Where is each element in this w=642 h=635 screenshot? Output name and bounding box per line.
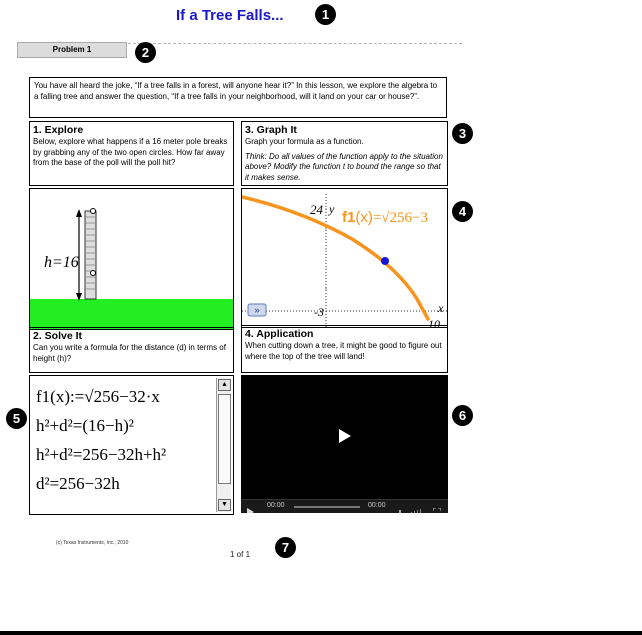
graph-it-heading: 3. Graph It: [245, 124, 297, 136]
small-play-icon[interactable]: [247, 503, 254, 513]
video-current-time: 00:00: [267, 502, 285, 509]
double-chevron-icon: »: [253, 305, 261, 317]
graph-it-line-1: Graph your formula as a function.: [245, 137, 364, 146]
y-max-label: 24: [310, 202, 323, 217]
callout-marker-6: 6: [452, 405, 473, 426]
explore-heading: 1. Explore: [33, 124, 84, 136]
page-number: 1 of 1: [230, 550, 251, 559]
calculator-line-3: h²+d²=256−32h+h²: [36, 445, 167, 464]
video-total-time: 00:00: [368, 502, 386, 509]
function-arg: (x): [355, 209, 373, 226]
video-controls: [241, 499, 448, 513]
break-drag-handle[interactable]: [91, 271, 96, 276]
calculator-line-1: f1(x):=√256−32·x: [36, 387, 160, 406]
application-panel: [241, 325, 448, 373]
divider: [128, 43, 462, 44]
intro-text: You have all heard the joke, “If a tree falls in a forest, will anyone hear it?” In this lesson, we explore the algebra to a falling tree and answer the question, “If a tree falls in your neighborhood, will it land on your car or house?”.: [29, 77, 447, 118]
application-heading: 4. Application: [245, 328, 314, 340]
solve-it-panel: [29, 327, 234, 373]
callout-marker-1: 1: [315, 4, 336, 25]
video-player[interactable]: [241, 375, 448, 513]
calculator-line-2: h²+d²=(16−h)²: [36, 416, 134, 435]
ground: [30, 299, 234, 330]
callout-marker-7: 7: [275, 537, 296, 558]
graph-it-line-2: Think: Do all values of the function apply to the situation above? Modify the function t to bound the range so that it makes sense.: [245, 151, 443, 182]
bottom-border: [0, 631, 642, 635]
point-on-curve[interactable]: [381, 257, 389, 265]
top-drag-handle[interactable]: [91, 209, 96, 214]
page-title: If a Tree Falls...: [176, 7, 284, 24]
function-expression: =√256−3: [372, 210, 428, 226]
tab-problem-1[interactable]: Problem 1: [17, 42, 127, 58]
x-max-label: 10: [428, 317, 440, 328]
explore-body: Below, explore what happens if a 16 meter pole breaks by grabbing any of the two open circles. How far away from the base of the poll will the poll hit?: [33, 137, 228, 167]
scroll-down-icon[interactable]: ▼: [218, 499, 231, 511]
video-progress-bar[interactable]: [294, 506, 360, 508]
calculator-panel[interactable]: [29, 375, 234, 515]
callout-marker-5: 5: [6, 408, 27, 429]
calculator-scrollbar[interactable]: [216, 378, 231, 512]
explore-panel: [29, 121, 234, 186]
graph-it-panel: [241, 121, 448, 186]
scroll-up-icon[interactable]: ▲: [218, 379, 231, 391]
scroll-thumb[interactable]: [218, 394, 231, 484]
volume-icon[interactable]: [399, 503, 427, 513]
play-icon[interactable]: [338, 428, 352, 449]
pole: [85, 211, 96, 299]
calculator-line-4: d²=256−32h: [36, 474, 120, 493]
function-name: f1: [342, 209, 356, 226]
x-axis-label: x: [438, 301, 444, 315]
callout-marker-2: 2: [135, 42, 156, 63]
copyright-text: (c) Texas Instruments, Inc., 2010: [56, 540, 129, 546]
callout-marker-3: 3: [452, 123, 473, 144]
solve-it-body: Can you write a formula for the distance (d) in terms of height (h)?: [33, 343, 226, 363]
pole-simulation[interactable]: [29, 188, 234, 330]
callout-marker-4: 4: [452, 201, 473, 222]
application-body: When cutting down a tree, it might be good to figure out where the top of the tree will land!: [245, 341, 442, 361]
function-label: [342, 209, 428, 227]
x-min-label: -3: [314, 305, 324, 319]
fullscreen-icon[interactable]: [433, 503, 441, 513]
y-axis-label: y: [329, 202, 335, 216]
function-graph[interactable]: [241, 188, 448, 328]
solve-it-heading: 2. Solve It: [33, 330, 83, 342]
height-label: h=16: [44, 254, 79, 271]
